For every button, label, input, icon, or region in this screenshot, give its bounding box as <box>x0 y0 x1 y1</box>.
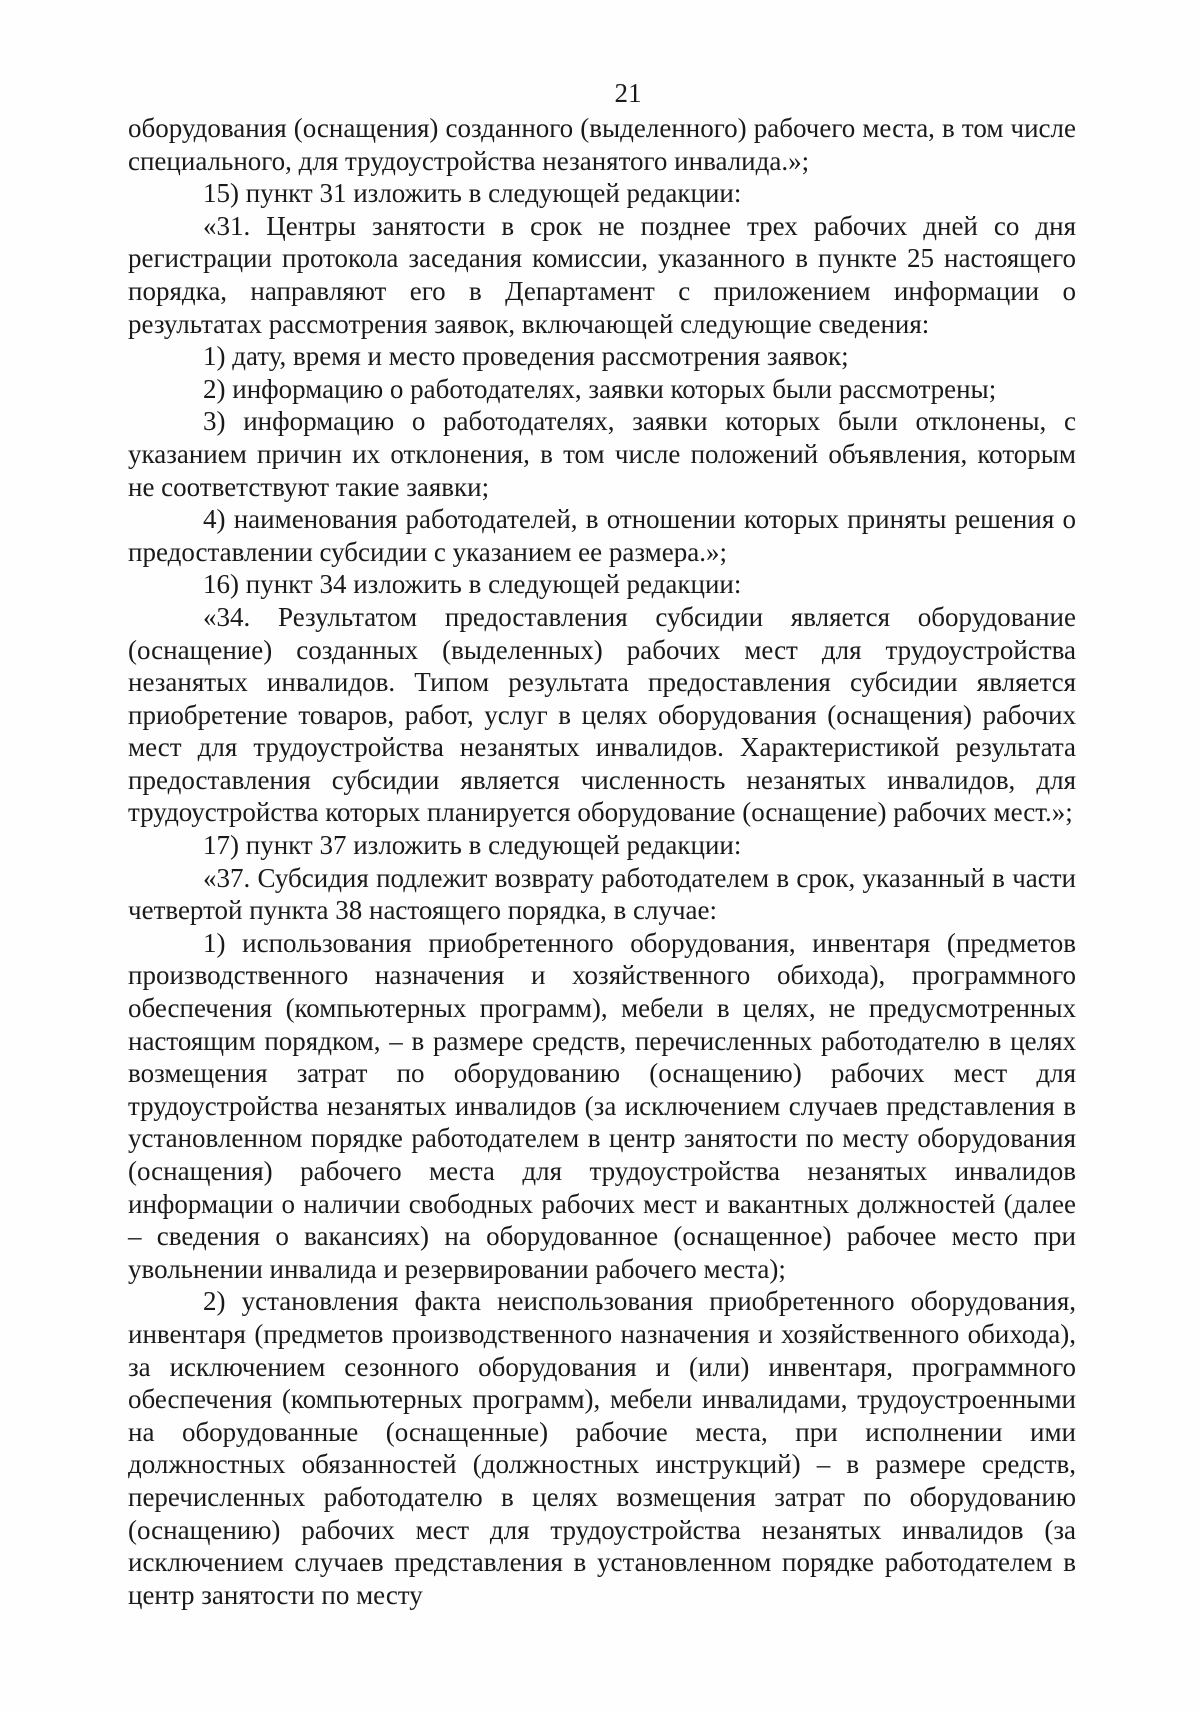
paragraph-clause-31: «31. Центры занятости в срок не позднее трех рабочих дней со дня регистрации протокола заседания комиссии, указанного в пункте 25 настоящего порядка, направляют его в Департамент с приложением информации о результатах рассмотрения заявок, включающей следующие сведения: <box>128 210 1076 339</box>
paragraph-clause-34: «34. Результатом предоставления субсидии является оборудование (оснащение) созданных (выделенных) рабочих мест для трудоустройства незанятых инвалидов. Типом результата предоставления субсидии является приобретение товаров, работ, услуг в целях оборудования (оснащения) рабочих мест для трудоустройства незанятых инвалидов. Характеристикой результата предоставления субсидии является численность незанятых инвалидов, для трудоустройства которых планируется оборудование (оснащение) рабочих мест.»; <box>128 601 1076 828</box>
paragraph-continuation: оборудования (оснащения) созданного (выделенного) рабочего места, в том числе специального, для трудоустройства незанятого инвалида.»; <box>128 113 1076 176</box>
paragraph-clause-37-case-1: 1) использования приобретенного оборудования, инвентаря (предметов производственного назначения и хозяйственного обихода), программного обеспечения (компьютерных программ), мебели в целях, не предусмотренных настоящим порядком, – в размере средств, перечисленных работодателю в целях возмещения затрат по оборудованию (оснащению) рабочих мест для трудоустройства незанятых инвалидов (за исключением случаев представления в установленном порядке работодателем в центр занятости по месту оборудования (оснащения) рабочего места для трудоустройства незанятых инвалидов информации о наличии свободных рабочих мест и вакантных должностей (далее – сведения о вакансиях) на оборудованное (оснащенное) рабочее место при увольнении инвалида и резервировании рабочего места); <box>128 927 1076 1284</box>
paragraph-subitem-1: 1) дату, время и место проведения рассмотрения заявок; <box>203 341 849 372</box>
paragraph-clause-37: «37. Субсидия подлежит возврату работодателем в срок, указанный в части четвертой пункта 38 настоящего порядка, в случае: <box>128 862 1076 926</box>
document-body <box>128 112 1076 1611</box>
paragraph-item-15: 15) пункт 31 изложить в следующей редакции: <box>203 178 742 209</box>
page-number: 21 <box>614 78 642 108</box>
paragraph-clause-37-case-2: 2) установления факта неиспользования приобретенного оборудования, инвентаря (предметов производственного назначения и хозяйственного обихода), за исключением сезонного оборудования и (или) инвентаря, программного обеспечения (компьютерных программ), мебели инвалидами, трудоустроенными на оборудованные (оснащенные) рабочие места, при исполнении ими должностных обязанностей (должностных инструкций) – в размере средств, перечисленных работодателю в целях возмещения затрат по оборудованию (оснащению) рабочих мест для трудоустройства незанятых инвалидов (за исключением случаев представления в установленном порядке работодателем в центр занятости по месту <box>128 1286 1076 1610</box>
paragraph-subitem-4: 4) наименования работодателей, в отношении которых приняты решения о предоставлении субсидии с указанием ее размера.»; <box>128 504 1076 567</box>
paragraph-subitem-3: 3) информацию о работодателях, заявки которых были отклонены, с указанием причин их отклонения, в том числе положений объявления, которым не соответствуют такие заявки; <box>128 406 1076 502</box>
paragraph-subitem-2: 2) информацию о работодателях, заявки которых были рассмотрены; <box>203 373 997 404</box>
paragraph-item-17: 17) пункт 37 изложить в следующей редакции: <box>203 830 742 861</box>
paragraph-item-16: 16) пункт 34 изложить в следующей редакции: <box>203 569 742 600</box>
